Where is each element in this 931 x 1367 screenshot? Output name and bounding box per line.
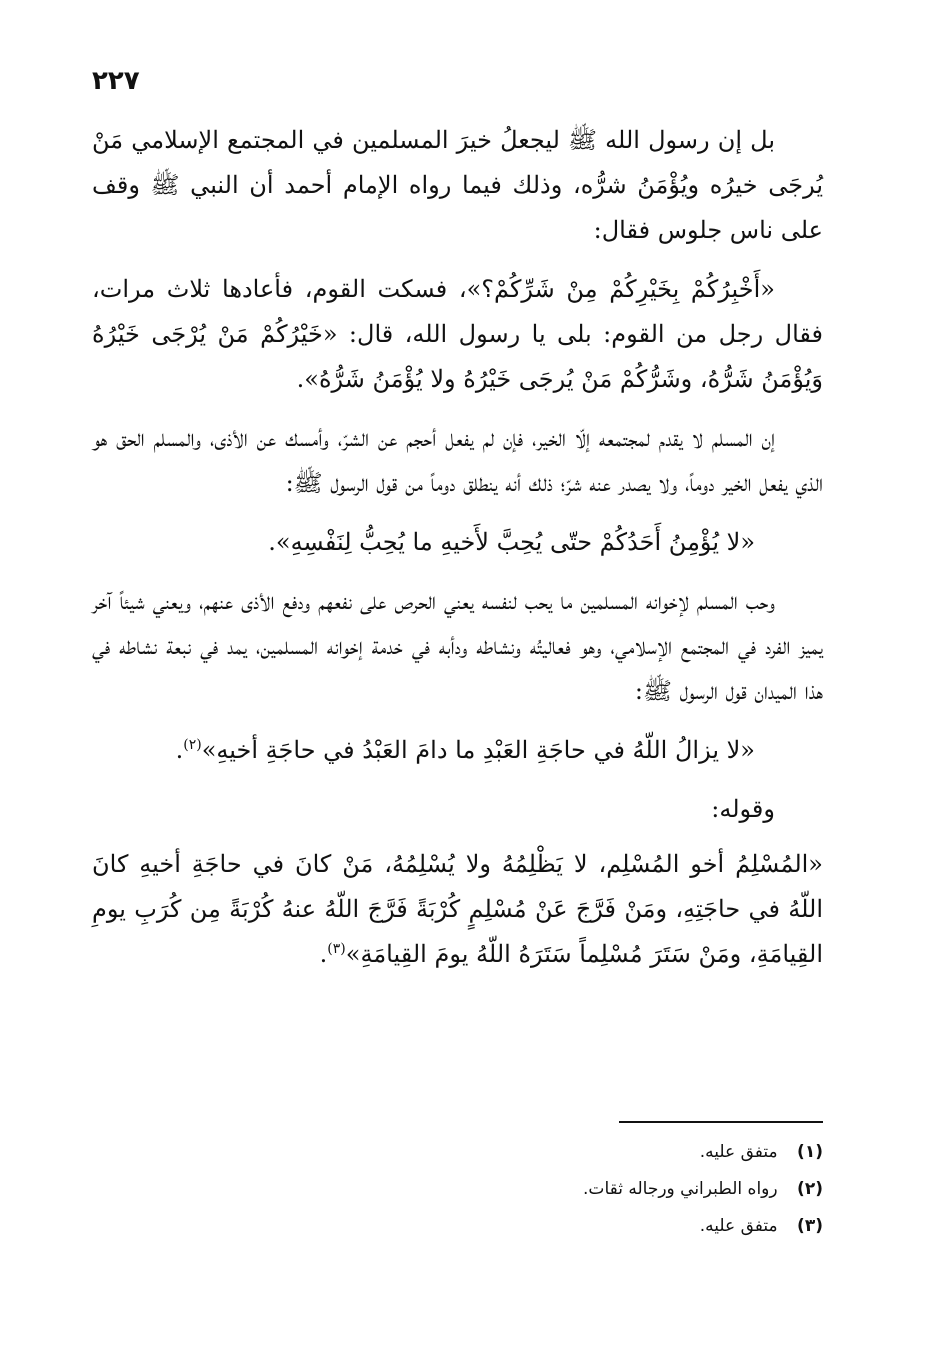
paragraph-2: إن المسلم لا يقدم لمجتمعه إلّا الخير، فإن لم يفعل أحجم عن الشرّ، وأمسك عن الأذى، والمسلم الحق هو الذي يفعل الخير دوماً، ولا يصدر عنه شرّ؛ ذلك أنه ينطلق دوماً من قول الرسول ﷺ: (92, 424, 823, 497)
footnote-1-number: (١) (797, 1142, 823, 1162)
footnote-2-text: رواه الطبراني ورجاله ثقات. (583, 1179, 778, 1199)
footnote-divider (619, 1121, 823, 1123)
paragraph-4: وقوله: (711, 795, 775, 823)
footnote-3-number: (٣) (797, 1216, 823, 1236)
hadith-quote-3-end: . (175, 736, 184, 764)
hadith-quote-4-end: . (319, 940, 328, 968)
hadith-quote-3 (92, 728, 823, 773)
footnote-1 (400, 1134, 823, 1171)
hadith-quote-2: «لا يُؤْمِنُ أَحَدُكُمْ حتّى يُحِبَّ لأَخيهِ ما يُحِبُّ لِنَفْسِهِ». (268, 528, 755, 556)
hadith-quote-4 (92, 842, 823, 977)
footnote-2 (400, 1171, 823, 1208)
footnote-3-text: متفق عليه. (699, 1216, 778, 1236)
footnote-2-number: (٢) (797, 1179, 823, 1199)
page-number: ٢٢٧ (92, 66, 140, 96)
paragraph-3: وحب المسلم لإخوانه المسلمين ما يحب لنفسه يعني الحرص على نفعهم ودفع الأذى عنهم، ويعني شيئاً آخر يميز الفرد في المجتمع الإسلامي، وهو فعاليتُه ونشاطه ودأبه في خدمة إخوانه المسلمين، يمد في نبعة نشاطه في هذا الميدان قول الرسول ﷺ: (92, 587, 823, 705)
paragraph-1: بل إن رسول الله ﷺ ليجعلُ خيرَ المسلمين في المجتمع الإسلامي مَنْ يُرجَى خيرُه ويُؤْمَنُ شرُّه، وذلك فيما رواه الإمام أحمد أن النبي ﷺ وقف على ناس جلوس فقال: (92, 126, 823, 244)
hadith-quote-4-text: «المُسْلِمُ أخو المُسْلِم، لا يَظْلِمُهُ ولا يُسْلِمُهُ، مَنْ كانَ في حاجَةِ أخيهِ كانَ اللّهُ في حاجَتِهِ، ومَنْ فَرَّجَ عَنْ مُسْلِمٍ كُرْبَةً فَرَّجَ اللّهُ عنهُ كُرْبَةً مِن كُرَبِ يومِ القِيامَةِ، ومَنْ سَتَرَ مُسْلِماً سَتَرَهُ اللّهُ يومَ القِيامَةِ» (92, 850, 823, 968)
footnote-ref-2[interactable]: (٢) (183, 737, 202, 753)
footnote-ref-3[interactable]: (٣) (327, 941, 346, 957)
hadith-quote-3-text: «لا يزالُ اللّهُ في حاجَةِ العَبْدِ ما دامَ العَبْدُ في حاجَةِ أخيهِ» (201, 736, 755, 764)
hadith-quote-1: «أَخْبِرُكُمْ بِخَيْرِكُمْ مِنْ شَرِّكُمْ؟»، فسكت القوم، فأعادها ثلاث مرات، فقال رجل من القوم: بلى يا رسول الله، قال: «خَيْرُكُمْ مَنْ يُرْجَى خَيْرُهُ وَيُؤْمَنُ شَرُّهُ، وشَرُّكُمْ مَنْ يُرجَى خَيْرُهُ ولا يُؤْمَنُ شَرُّهُ». (92, 275, 823, 393)
main-text (92, 118, 823, 991)
footnote-1-text: متفق عليه. (699, 1142, 778, 1162)
footnotes (400, 1134, 823, 1245)
footnote-3 (400, 1208, 823, 1245)
